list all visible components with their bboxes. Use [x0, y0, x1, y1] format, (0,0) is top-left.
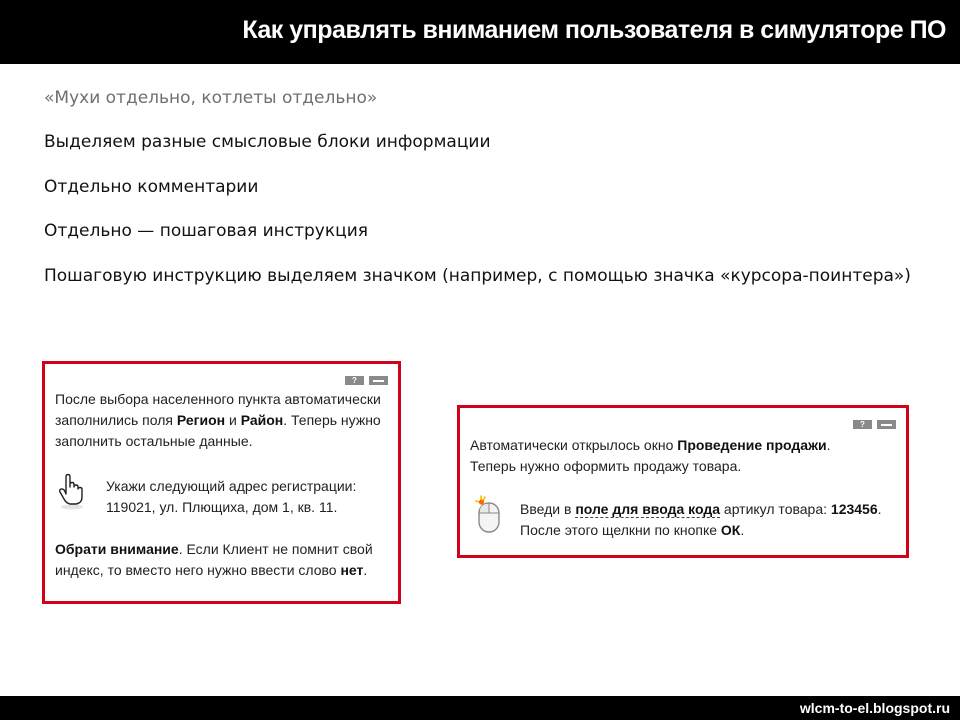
bullet-point: Выделяем разные смысловые блоки информации: [44, 132, 491, 152]
step-text: Введи в поле для ввода кода артикул товара: 123456.: [520, 501, 882, 517]
card-text: Автоматически открылось окно Проведение продажи.: [470, 437, 831, 453]
step-text: Укажи следующий адрес регистрации:: [106, 478, 357, 494]
minimize-button[interactable]: [877, 420, 896, 429]
note-text: Обрати внимание. Если Клиент не помнит свой: [55, 541, 373, 557]
card-text: заполнить остальные данные.: [55, 433, 253, 449]
card-text: Теперь нужно оформить продажу товара.: [470, 458, 742, 474]
step-text: 119021, ул. Плющиха, дом 1, кв. 11.: [106, 499, 338, 515]
hint-card-address: [42, 361, 401, 604]
hint-card-sale: [457, 405, 909, 558]
card-controls: [853, 420, 896, 429]
footer-credit: wlcm-to-el.blogspot.ru: [799, 700, 950, 716]
card-controls: [345, 376, 388, 385]
hand-pointer-icon: [57, 472, 87, 510]
mouse-click-icon: [474, 494, 504, 534]
help-button[interactable]: ?: [345, 376, 364, 385]
code-field-link: поле для ввода кода: [575, 501, 721, 517]
minimize-button[interactable]: [369, 376, 388, 385]
help-button[interactable]: ?: [853, 420, 872, 429]
title-bar: [0, 0, 960, 64]
card-text: После выбора населенного пункта автоматически: [55, 391, 381, 407]
card-text: заполнились поля Регион и Район. Теперь нужно: [55, 412, 381, 428]
bullet-point: Пошаговую инструкцию выделяем значком (например, с помощью значка «курсора-поинтера»): [44, 266, 911, 286]
slide-subtitle: «Мухи отдельно, котлеты отдельно»: [44, 88, 378, 108]
footer-bar: [0, 696, 960, 720]
note-text: индекс, то вместо него нужно ввести слово нет.: [55, 562, 368, 578]
bullet-point: Отдельно комментарии: [44, 177, 259, 197]
step-text: После этого щелкни по кнопке ОК.: [520, 522, 745, 538]
bullet-point: Отдельно — пошаговая инструкция: [44, 221, 368, 241]
slide-title: Как управлять вниманием пользователя в симуляторе ПО: [242, 16, 946, 44]
